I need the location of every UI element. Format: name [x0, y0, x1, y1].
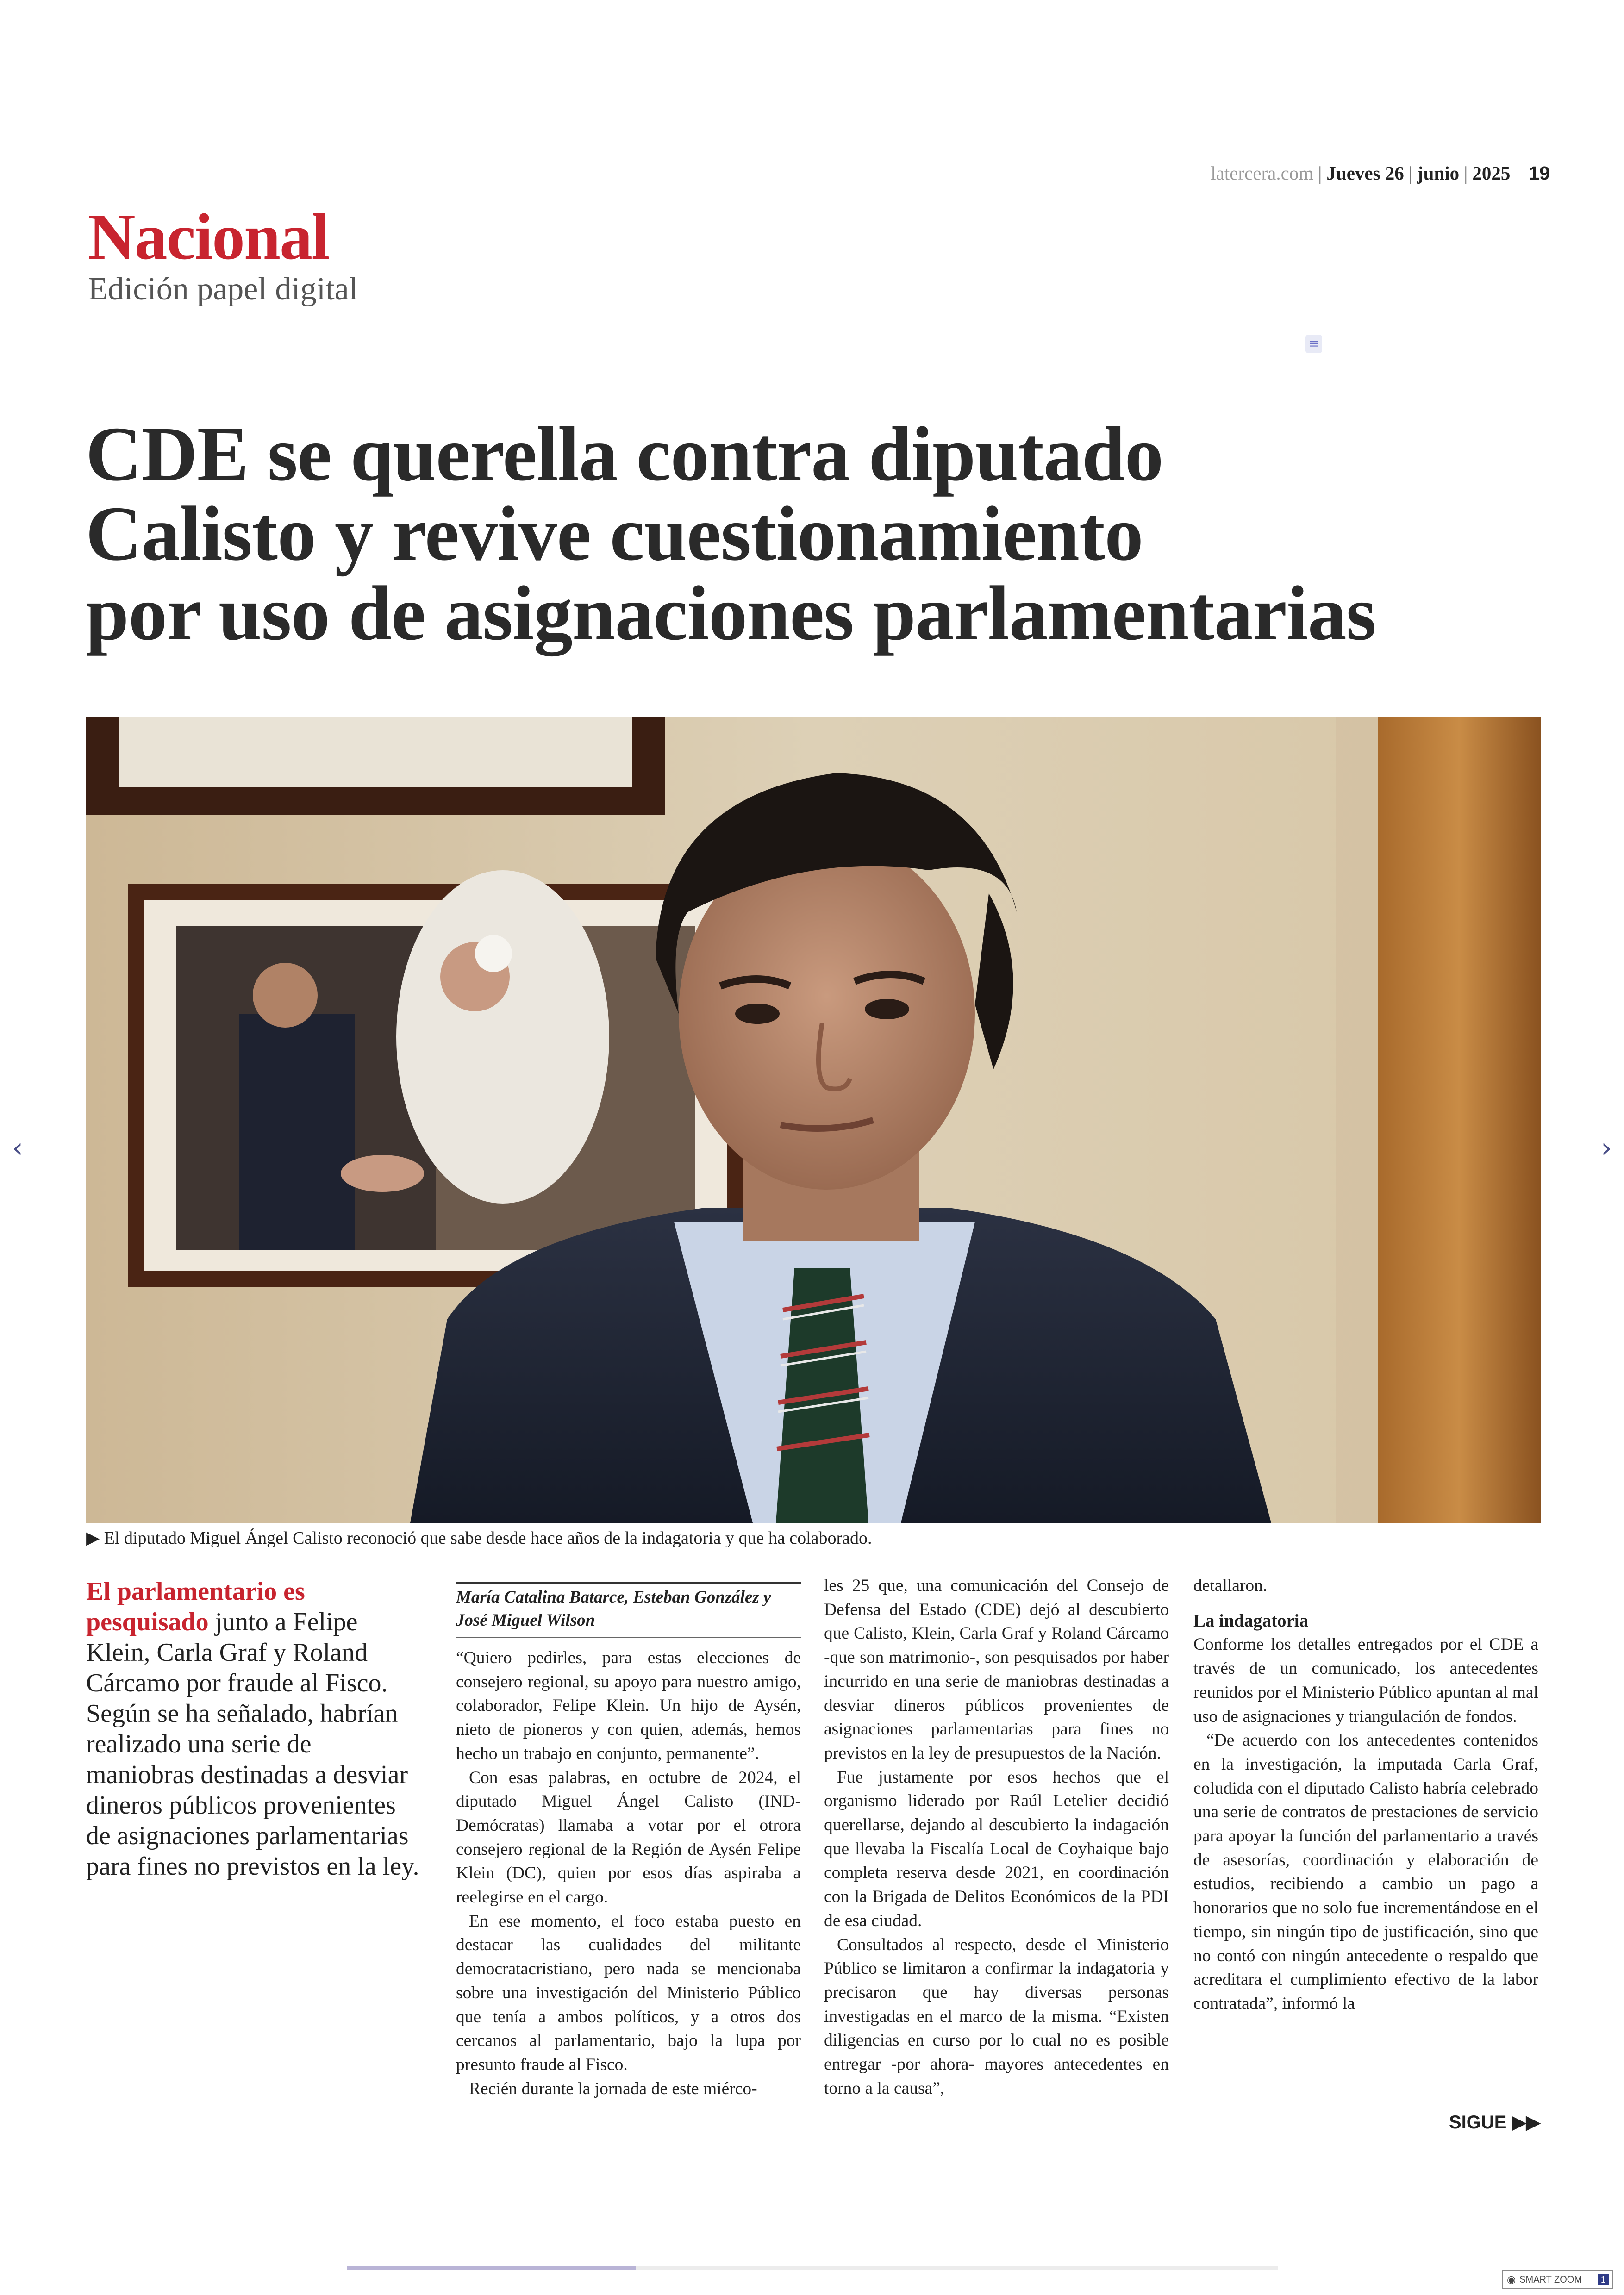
- note-icon[interactable]: ≡: [1305, 335, 1322, 353]
- section-title: Nacional: [88, 200, 329, 273]
- date-day: Jueves 26: [1326, 162, 1404, 184]
- paragraph: Recién durante la jornada de este miérco-: [469, 2079, 757, 2098]
- byline: María Catalina Batarce, Esteban González y José Miguel Wilson: [456, 1588, 771, 1630]
- lead-text: junto a Felipe Klein, Carla Graf y Roland Cárcamo por fraude al Fisco. Según se ha señalado, habrían realizado una serie de maniobras destinadas a desviar dineros públicos provenientes de asignaciones parlamentarias para fines no previstos en la ley.: [86, 1608, 419, 1881]
- lead-highlight: El parlamentario es pesquisado: [86, 1577, 305, 1636]
- lead-paragraph: [86, 1576, 424, 1882]
- paragraph: Con esas palabras, en octubre de 2024, el diputado Miguel Ángel Calisto (IND-Demócratas) llamaba a votar por el otrora consejero regional de la Región de Aysén Felipe Klein (DC), quien por esos días aspiraba a reelegirse en el cargo.: [456, 1768, 801, 1907]
- smart-zoom-label: SMART ZOOM: [1519, 2274, 1582, 2285]
- eye-icon: ◉: [1507, 2274, 1516, 2286]
- smart-zoom-button[interactable]: [1502, 2270, 1613, 2289]
- paragraph: En ese momento, el foco estaba puesto en destacar las cualidades del militante democratacristiano, pero nada se mencionaba sobre una investigación del Ministerio Público que tenía a ambos políticos, y a otros dos cercanos al parlamentario, bajo la lupa por presunto fraude al Fisco.: [456, 1911, 801, 2074]
- headline: [86, 411, 1567, 656]
- chevron-right-icon[interactable]: ›: [1601, 1132, 1612, 1164]
- byline-rule: [456, 1637, 801, 1638]
- date-line: latercera.com | Jueves 26 | junio | 2025 19: [1211, 162, 1550, 184]
- date-year: 2025: [1472, 162, 1511, 184]
- article-photo: [86, 717, 1541, 1523]
- paragraph: Fue justamente por esos hechos que el organismo liderado por Raúl Letelier decidió querellarse, dejando al descubierto la indagación que llevaba la Fiscalía Local de Coyhaique bajo completa reserva desde 2021, en coordinación con la Brigada de Delitos Económicos de la PDI de esa ciudad.: [824, 1767, 1169, 1930]
- paragraph: Consultados al respecto, desde el Ministerio Público se limitaron a confirmar la indagatoria y precisaron que hay diversas personas investigadas en el marco de la misma. “Existen diligencias en curso por lo cual no es posible entregar -por ahora- mayores antecedentes en torno a la causa”,: [824, 1935, 1169, 2098]
- paragraph: “Quiero pedirles, para estas elecciones de consejero regional, su apoyo para nuestro amigo, colaborador, Felipe Klein. Un hijo de Aysén, nieto de pioneros y con quien, además, hemos hecho un trabajo en conjunto, permanente”.: [456, 1648, 801, 1763]
- smart-zoom-count: 1: [1598, 2274, 1609, 2285]
- paragraph: detallaron.: [1193, 1576, 1268, 1595]
- headline-line: Calisto y revive cuestionamiento: [86, 491, 1143, 577]
- subheading: La indagatoria: [1193, 1610, 1309, 1631]
- article-column-3: [1193, 1574, 1538, 2016]
- chevron-left-icon[interactable]: ‹: [12, 1132, 23, 1164]
- headline-line: por uso de asignaciones parlamentarias: [86, 570, 1376, 656]
- page-progress-fill: [347, 2266, 636, 2270]
- paragraph: “De acuerdo con los antecedentes contenidos en la investigación, la imputada Carla Graf, coludida con el diputado Calisto habría celebrado una serie de contratos de prestaciones de servicio para apoyar la función del parlamentario a través de asesorías, coordinación y elaboración de estudios, recibiendo a cambio un pago a honorarios que no solo fue incrementándose en el tiempo, sin ningún tipo de justificación, sino que no contó con ningún antecedente o respaldo que acreditara el cumplimiento efectivo de la labor contratada”, informó la: [1193, 1731, 1538, 2013]
- byline-rule: [456, 1582, 801, 1584]
- headline-line: CDE se querella contra diputado: [86, 411, 1163, 497]
- continue-label: SIGUE ▶▶: [1449, 2112, 1541, 2133]
- article-column-2: [824, 1574, 1169, 2100]
- paragraph: les 25 que, una comunicación del Consejo de Defensa del Estado (CDE) dejó al descubierto que Calisto, Klein, Carla Graf y Roland Cárcamo -que son matrimonio-, son pesquisados por haber incurrido en una serie de maniobras destinadas a desviar dineros públicos provenientes de asignaciones parlamentarias para fines no previstos en la ley de presupuestos de la Nación.: [824, 1576, 1169, 1763]
- photo-caption: ▶ El diputado Miguel Ángel Calisto reconoció que sabe desde hace años de la indagatoria y que ha colaborado.: [86, 1528, 872, 1548]
- page-number: 19: [1529, 162, 1550, 184]
- date-month: junio: [1417, 162, 1460, 184]
- paragraph: Conforme los detalles entregados por el CDE a través de un comunicado, los antecedentes reunidos por el Ministerio Público apuntan al mal uso de asignaciones y triangulación de fondos.: [1193, 1635, 1538, 1726]
- site-name: latercera.com: [1211, 162, 1314, 184]
- article-column-1: [456, 1646, 801, 2101]
- edition-label: Edición papel digital: [88, 271, 358, 307]
